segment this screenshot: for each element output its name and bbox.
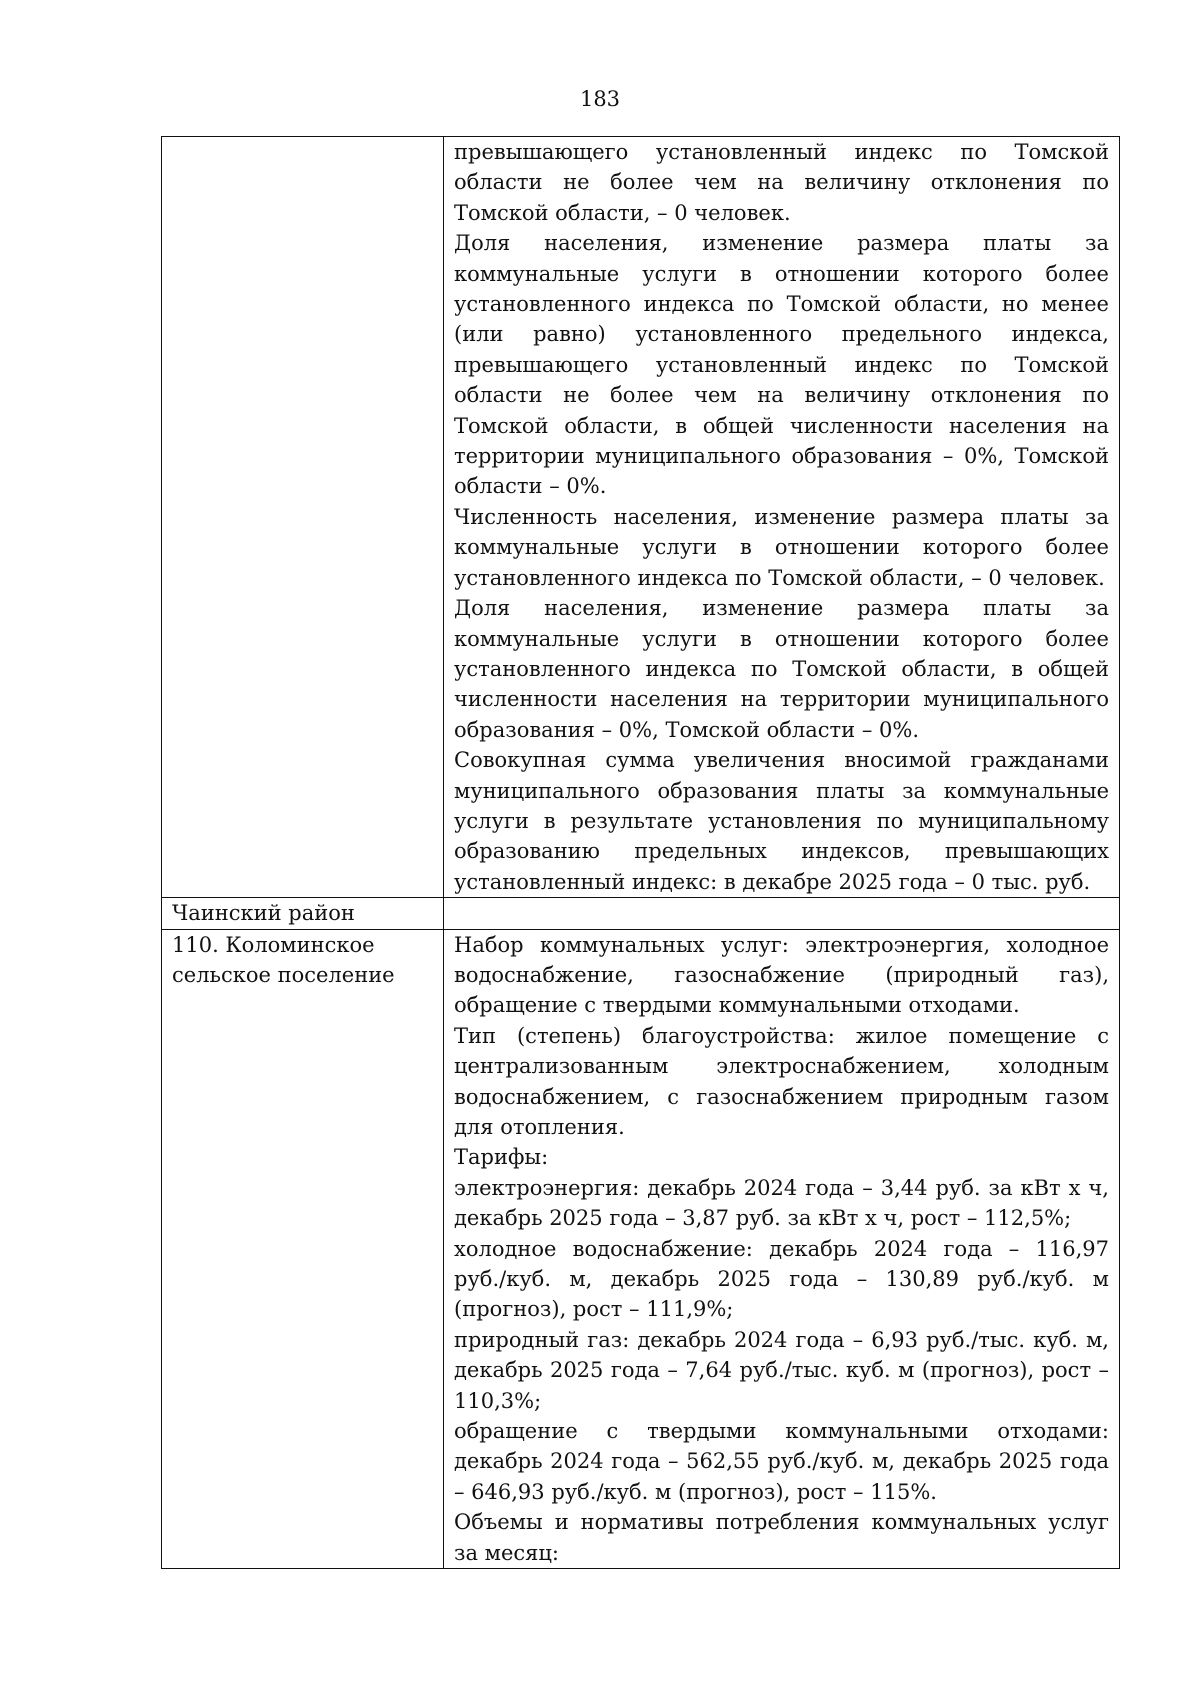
paragraph: Тип (степень) благоустройства: жилое помещение с централизованным электроснабжением, холодным водоснабжением, с газоснабжением природным газом для отопления. [454,1023,1109,1139]
paragraph: природный газ: декабрь 2024 года – 6,93 руб./тыс. куб. м, декабрь 2025 года – 7,64 руб./тыс. куб. м (прогноз), рост – 110,3%; [454,1327,1109,1413]
row-content-cell [444,898,1120,929]
paragraph: Набор коммунальных услуг: электроэнергия, холодное водоснабжение, газоснабжение (природный газ), обращение с твердыми коммунальными отходами. [454,932,1109,1018]
row-content-cell [444,137,1120,898]
paragraph: электроэнергия: декабрь 2024 года – 3,44 руб. за кВт х ч, декабрь 2025 года – 3,87 руб. за кВт х ч, рост – 112,5%; [454,1175,1109,1231]
paragraph: Численность населения, изменение размера платы за коммунальные услуги в отношении которого более установленного индекса по Томской области, – 0 человек. [454,504,1109,590]
row-label-cell [162,137,444,898]
paragraph: обращение с твердыми коммунальными отходами: декабрь 2024 года – 562,55 руб./куб. м, декабрь 2025 года – 646,93 руб./куб. м (прогноз), рост – 115%. [454,1419,1109,1504]
district-name-cell: Чаинский район [162,898,444,929]
page-number: 183 [579,87,621,111]
paragraph: превышающего установленный индекс по Томской области не более чем на величину отклонения по Томской области, – 0 человек. [454,140,1109,225]
paragraph: Доля населения, изменение размера платы за коммунальные услуги в отношении которого более установленного индекса по Томской области, в общей численности населения на территории муниципального образования – 0%, Томской области – 0%. [454,596,1109,742]
row-content-cell [444,929,1120,1569]
settlement-name-cell: 110. Коломинское сельское поселение [162,929,444,1569]
paragraph: Объемы и нормативы потребления коммунальных услуг за месяц: [454,1510,1109,1565]
paragraph: Тарифы: [454,1145,549,1170]
paragraph: Совокупная сумма увеличения вносимой гражданами муниципального образования платы за коммунальные услуги в результате установления по муниципальному образованию предельных индексов, превышающих установленный индекс: в декабре 2025 года – 0 тыс. руб. [454,748,1109,894]
table-row [162,929,1120,1569]
table-row [162,898,1120,929]
paragraph: холодное водоснабжение: декабрь 2024 года – 116,97 руб./куб. м, декабрь 2025 года – 130,89 руб./куб. м (прогноз), рост – 111,9%; [454,1236,1109,1322]
table-row [162,137,1120,898]
paragraph: Доля населения, изменение размера платы за коммунальные услуги в отношении которого более установленного индекса по Томской области, но менее (или равно) установленного предельного индекса, превышающего установленный индекс по Томской области не более чем на величину отклонения по Томской области, в общей численности населения на территории муниципального образования – 0%, Томской области – 0%. [454,231,1109,499]
document-table [161,136,1120,1569]
